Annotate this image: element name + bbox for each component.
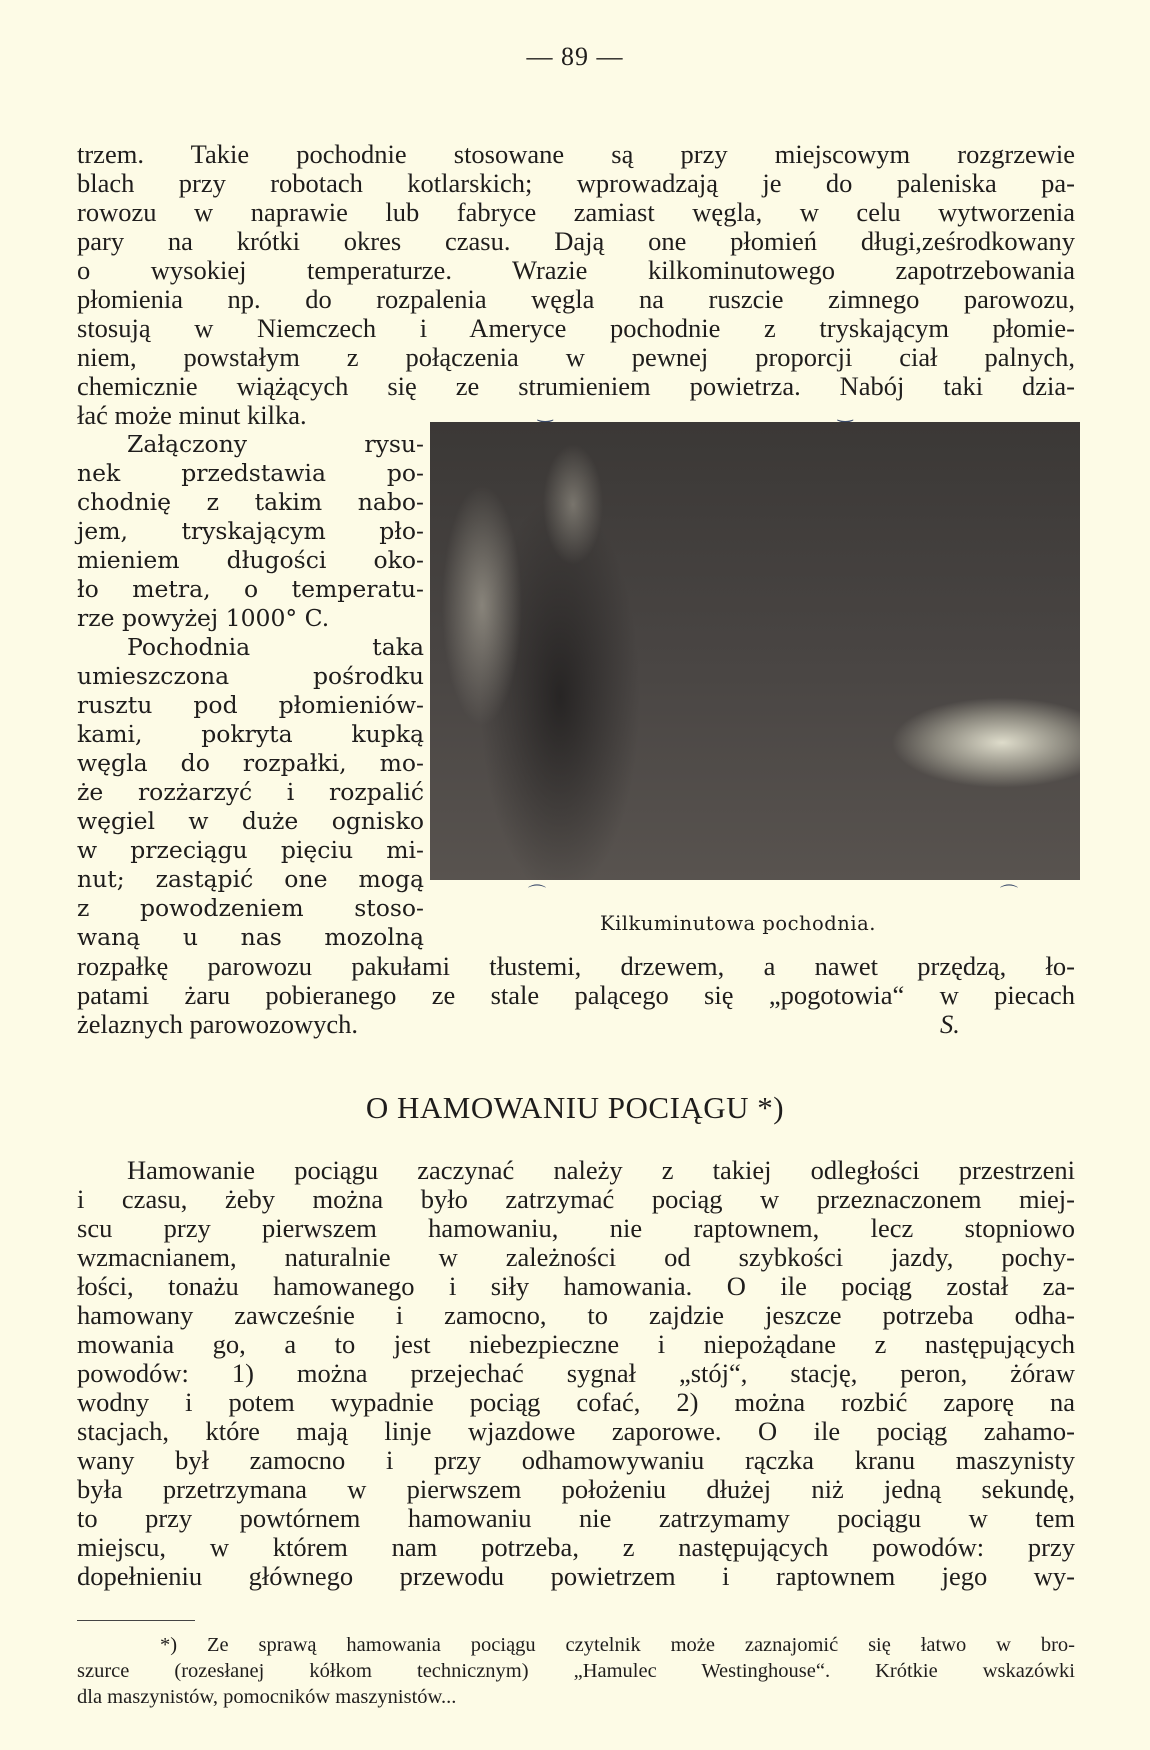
text-line: rze powyżej 1000° C. xyxy=(77,604,330,632)
text-line: mowania go, a to jest niebezpieczne i niepożądane z następujących xyxy=(77,1329,1075,1359)
text-line: rowozu w naprawie lub fabryce zamiast węgla, w celu wytworzenia xyxy=(77,197,1075,227)
text-line: scu przy pierwszem hamowaniu, nie raptownem, lecz stopniowo xyxy=(77,1213,1075,1243)
text-line: łości, tonażu hamowanego i siły hamowania. O ile pociąg został za- xyxy=(77,1271,1075,1301)
text-line: o wysokiej temperaturze. Wrazie kilkominutowego zapotrzebowania xyxy=(77,255,1075,285)
text-line: płomienia np. do rozpalenia węgla na ruszcie zimnego parowozu, xyxy=(77,284,1075,314)
text-line: dopełnieniu głównego przewodu powietrzem i raptownem jego wy- xyxy=(77,1561,1075,1591)
text-line: żelaznych parowozowych. xyxy=(77,1009,359,1039)
text-line: węgiel w duże ognisko xyxy=(77,807,424,835)
text-line: blach przy robotach kotlarskich; wprowadzają je do paleniska pa- xyxy=(77,168,1075,198)
text-line: umieszczona pośrodku xyxy=(77,662,424,690)
text-line: że rozżarzyć i rozpalić xyxy=(77,778,424,806)
registration-mark-icon: ⌒ xyxy=(528,884,546,904)
text-line: mieniem długości oko- xyxy=(77,546,424,574)
text-line: stosują w Niemczech i Ameryce pochodnie z tryskającym płomie- xyxy=(77,313,1075,343)
footnote-line: dla maszynistów, pomocników maszynistów... xyxy=(77,1686,457,1708)
text-line: niem, powstałym z połączenia w pewnej proporcji ciał palnych, xyxy=(77,342,1075,372)
figure-photo xyxy=(430,422,1080,880)
text-line: miejscu, w którem nam potrzeba, z następujących powodów: przy xyxy=(77,1532,1075,1562)
text-line: nut; zastąpić one mogą xyxy=(77,865,424,893)
text-line: węgla do rozpałki, mo- xyxy=(77,749,424,777)
text-line: trzem. Takie pochodnie stosowane są przy miejscowym rozgrzewie xyxy=(77,139,1075,169)
text-line: waną u nas mozolną xyxy=(77,923,424,951)
text-line: rusztu pod płomieniów- xyxy=(77,691,424,719)
text-line: Pochodnia taka xyxy=(127,633,424,661)
text-line: nek przedstawia po- xyxy=(77,459,424,487)
text-line: rozpałkę parowozu pakułami tłustemi, drzewem, a nawet przędzą, ło- xyxy=(77,951,1075,981)
text-line: stacjach, które mają linje wjazdowe zaporowe. O ile pociąg zahamo- xyxy=(77,1416,1075,1446)
text-line: chemicznie wiążących się ze strumieniem powietrza. Nabój taki dzia- xyxy=(77,371,1075,401)
text-line: wany był zamocno i przy odhamowywaniu rączka kranu maszynisty xyxy=(77,1445,1075,1475)
article-heading: O HAMOWANIU POCIĄGU *) xyxy=(365,1090,785,1125)
registration-mark-icon: ⌒ xyxy=(1000,884,1018,904)
text-line: kami, pokryta kupką xyxy=(77,720,424,748)
text-line: wodny i potem wypadnie pociąg cofać, 2) można rozbić zaporę na xyxy=(77,1387,1075,1417)
text-line: powodów: 1) można przejechać sygnał „stój“, stację, peron, żóraw xyxy=(77,1358,1075,1388)
figure-caption: Kilkuminutowa pochodnia. xyxy=(600,912,876,935)
footnote-divider xyxy=(77,1620,195,1621)
author-signature: S. xyxy=(940,1009,960,1039)
registration-mark-icon: ‿ xyxy=(838,402,853,422)
text-line: była przetrzymana w pierwszem położeniu dłużej niż jedną sekundę, xyxy=(77,1474,1075,1504)
text-line: patami żaru pobieranego ze stale palącego się „pogotowia“ w piecach xyxy=(77,980,1075,1010)
text-line: to przy powtórnem hamowaniu nie zatrzymamy pociągu w tem xyxy=(77,1503,1075,1533)
text-line: i czasu, żeby można było zatrzymać pociąg w przeznaczonem miej- xyxy=(77,1184,1075,1214)
page-number: — 89 — xyxy=(526,42,624,71)
footnote-line: szurce (rozesłanej kółkom technicznym) „Hamulec Westinghouse“. Krótkie wskazówki xyxy=(77,1660,1075,1682)
text-line: chodnię z takim nabo- xyxy=(77,488,424,516)
text-line: ło metra, o temperatu- xyxy=(77,575,424,603)
text-line: jem, tryskającym pło- xyxy=(77,517,424,545)
text-line: pary na krótki okres czasu. Dają one płomień długi,ześrodkowany xyxy=(77,226,1075,256)
text-line: Hamowanie pociągu zaczynać należy z takiej odległości przestrzeni xyxy=(127,1155,1075,1185)
registration-mark-icon: ‿ xyxy=(538,402,553,422)
footnote-line: *) Ze sprawą hamowania pociągu czytelnik może zaznajomić się łatwo w bro- xyxy=(160,1634,1075,1656)
text-line: z powodzeniem stoso- xyxy=(77,894,424,922)
text-line: wzmacnianem, naturalnie w zależności od szybkości jazdy, pochy- xyxy=(77,1242,1075,1272)
text-line: Załączony rysu- xyxy=(127,430,424,458)
text-line: hamowany zawcześnie i zamocno, to zajdzie jeszcze potrzeba odha- xyxy=(77,1300,1075,1330)
text-line: w przeciągu pięciu mi- xyxy=(77,836,424,864)
text-line: łać może minut kilka. xyxy=(77,400,307,430)
